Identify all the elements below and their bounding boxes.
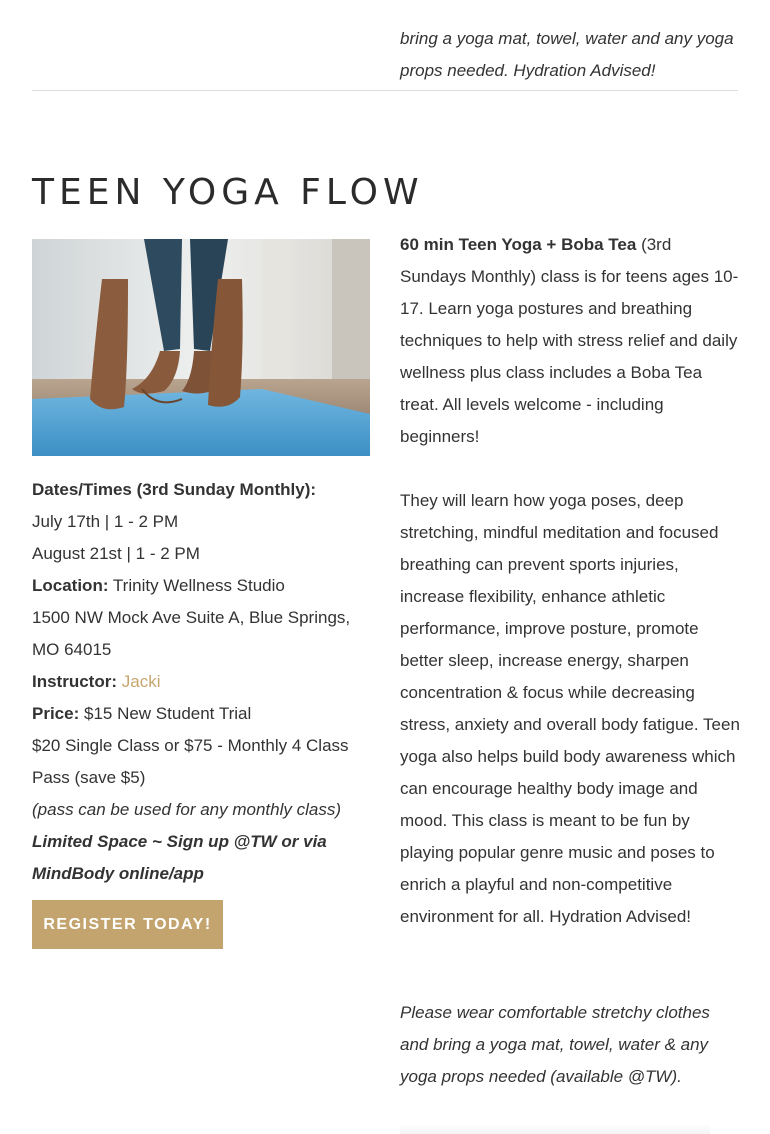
price-line: [32, 698, 377, 730]
section-divider: [32, 90, 738, 91]
dates-label: Dates/Times (3rd Sunday Monthly):: [32, 480, 317, 499]
pass-note: (pass can be used for any monthly class): [32, 800, 341, 819]
what-to-bring-note: Please wear comfortable stretchy clothes and bring a yoga mat, towel, water & any yoga props needed (available @TW).: [400, 1003, 710, 1086]
paragraph-gap: [400, 933, 740, 997]
section-title: TEEN YOGA FLOW: [32, 172, 424, 213]
register-button[interactable]: REGISTER TODAY!: [32, 900, 223, 949]
previous-class-note: bring a yoga mat, towel, water and any yoga props needed. Hydration Advised!: [400, 29, 734, 80]
instructor-label: Instructor:: [32, 672, 117, 691]
dates-line: [32, 474, 377, 506]
description-benefits: They will learn how yoga poses, deep stretching, mindful meditation and focused breathing can prevent sports injuries, increase flexibility, enhance athletic performance, improve posture, promote better sleep, increase energy, sharpen concentration & focus while decreasing stress, anxiety and overall body fatigue. Teen yoga also helps build body awareness which can encourage healthy body image and mood. This class is meant to be fun by playing popular genre music and poses to enrich a playful and non-competitive environment for all. Hydration Advised!: [400, 491, 740, 926]
instructor-line: [32, 666, 377, 698]
date-august: August 21st | 1 - 2 PM: [32, 544, 200, 563]
location-line: [32, 570, 377, 602]
description-lead-bold: 60 min Teen Yoga + Boba Tea: [400, 235, 637, 254]
yoga-feet-on-mat-photo: [32, 239, 370, 456]
date-july: July 17th | 1 - 2 PM: [32, 512, 179, 531]
description-lead-rest: (3rd Sundays Monthly) class is for teens ages 10-17. Learn yoga postures and breathing techniques to help with stress relief and daily wellness plus class includes a Boba Tea treat. All levels welcome - including beginners!: [400, 235, 739, 446]
address: 1500 NW Mock Ave Suite A, Blue Springs, MO 64015: [32, 608, 351, 659]
class-details: [32, 474, 377, 890]
limited-space-note: Limited Space ~ Sign up @TW or via MindBody online/app: [32, 832, 327, 883]
class-description: [400, 229, 740, 1093]
price-value: $15 New Student Trial: [83, 704, 252, 723]
price-options: $20 Single Class or $75 - Monthly 4 Class Pass (save $5): [32, 736, 349, 787]
location-label: Location:: [32, 576, 109, 595]
price-label: Price:: [32, 704, 80, 723]
description-lead: [400, 229, 740, 453]
paragraph-gap: [400, 453, 740, 485]
instructor-link[interactable]: Jacki: [121, 672, 161, 691]
location-value: Trinity Wellness Studio: [112, 576, 285, 595]
class-photo: [32, 239, 370, 456]
